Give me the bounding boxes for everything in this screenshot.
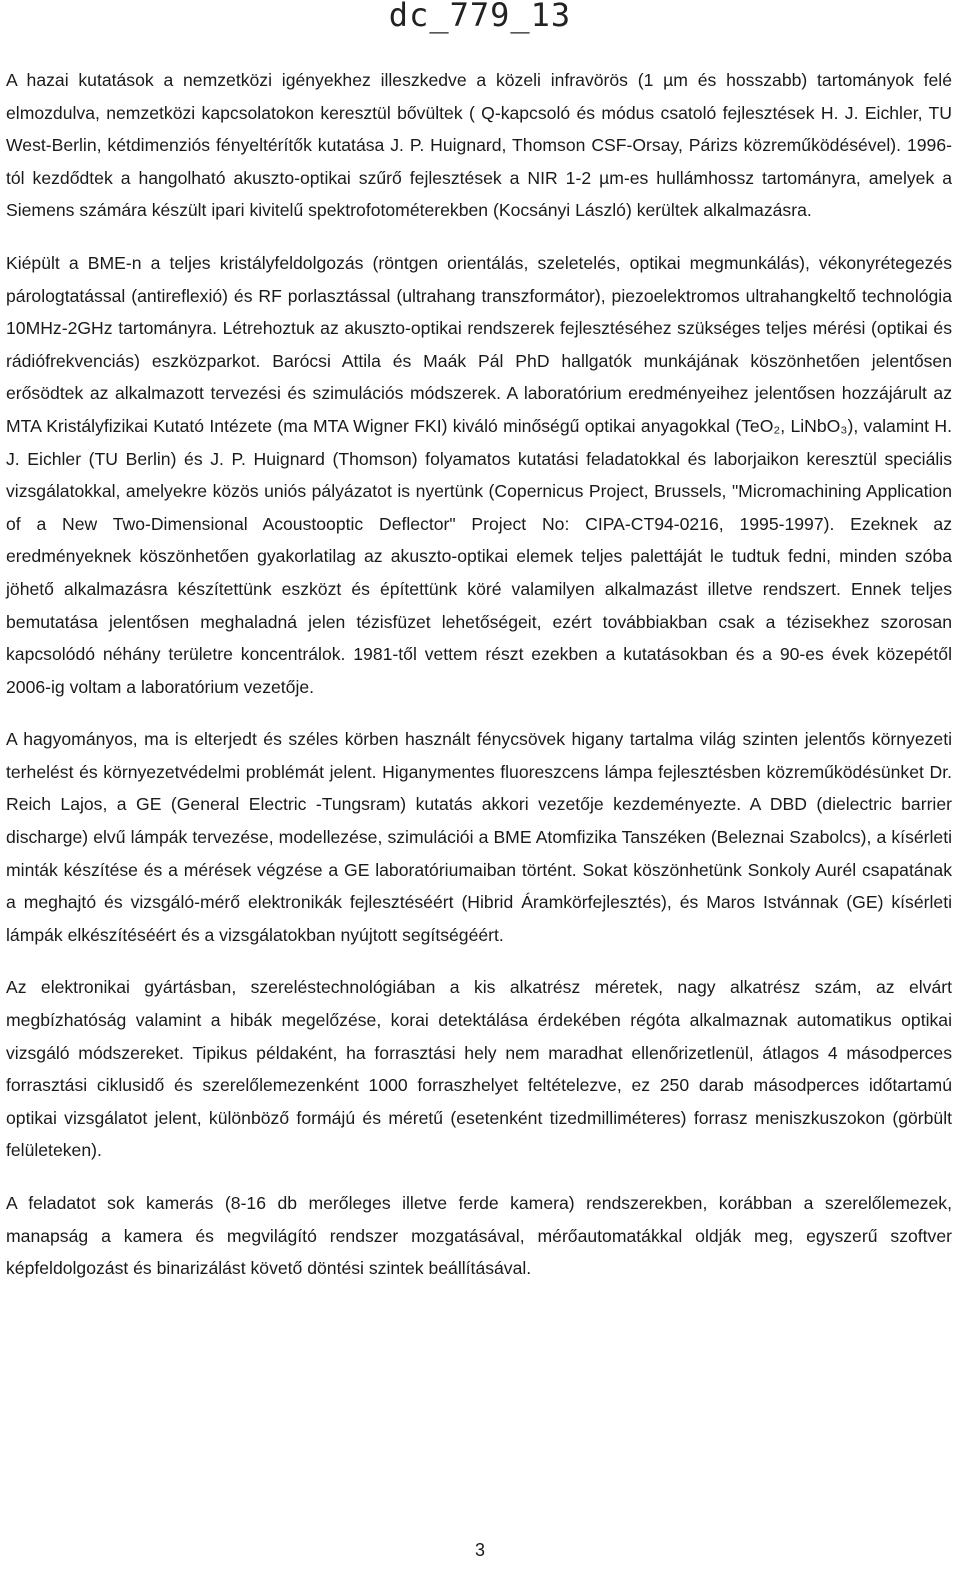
page-number: 3 [474,1540,485,1560]
paragraph-intro-infrared-research: A hazai kutatások a nemzetközi igényekhez illeszkedve a közeli infravörös (1 µm és hosszabb) tartományok felé elmozdulva, nemzetközi kapcsolatokon keresztül bővültek ( Q-kapcsoló és módus csatoló fejlesztések H. J. Eichler, TU West-Berlin, kétdimenziós fényeltérítők kutatása J. P. Huignard, Thomson CSF-Orsay, Párizs közreműködésével). 1996-tól kezdődtek a hangolható akuszto-optikai szűrő fejlesztések a NIR 1-2 µm-es hullámhossz tartományra, amelyek a Siemens számára készült ipari kivitelű spektrofotométerekben (Kocsányi László) kerültek alkalmazásra. [6,70,952,221]
document-body [6,64,952,1285]
document-id-header: dc_779_13 [388,0,572,34]
paragraph-mercury-free-lamp: A hagyományos, ma is elterjedt és széles körben használt fénycsövek higany tartalma világ szinten jelentős környezeti terhelést és környezetvédelmi problémát jelent. Higanymentes fluoreszcens lámpa fejlesztésben közreműködésünket Dr. Reich Lajos, a GE (General Electric -Tungsram) kutatás akkori vezetője kezdeményezte. A DBD (dielectric barrier discharge) elvű lámpák tervezése, modellezése, szimulációi a BME Atomfizika Tanszéken (Beleznai Szabolcs), a kísérleti minták készítése és a mérések végzése a GE laboratóriumaiban történt. Sokat köszönhetünk Sonkoly Aurél csapatának a meghajtó és vizsgáló-mérő elektronikák fejlesztéséért (Hibrid Áramkörfejlesztés), és Maros Istvánnak (GE) kísérleti lámpák elkészítéséért és a vizsgálatokban nyújtott segítségéért. [6,729,952,945]
paragraph-optical-inspection: Az elektronikai gyártásban, szereléstechnológiában a kis alkatrész méretek, nagy alkatrész szám, az elvárt megbízhatóság valamint a hibák megelőzése, korai detektálása érdekében régóta alkalmaznak automatikus optikai vizsgáló módszereket. Tipikus példaként, ha forrasztási hely nem maradhat ellenőrizetlenül, átlagos 4 másodperces forrasztási ciklusidő és szerelőlemezenként 1000 forraszhelyet feltételezve, ez 250 darab másodperces időtartamú optikai vizsgálatot jelent, különböző formájú és méretű (esetenként tizedmilliméteres) forrasz meniszkuszokon (görbült felületeken). [6,977,952,1161]
paragraph-camera-systems: A feladatot sok kamerás (8-16 db merőleges illetve ferde kamera) rendszerekben, korábban a szerelőlemezek, manapság a kamera és megvilágító rendszer mozgatásával, mérőautomatákkal oldják meg, egyszerű szoftver képfeldolgozást és binarizálást követő döntési szintek beállításával. [6,1193,952,1279]
paragraph-bme-crystal-processing: Kiépült a BME-n a teljes kristályfeldolgozás (röntgen orientálás, szeletelés, optikai megmunkálás), vékonyrétegezés párologtatással (antireflexió) és RF porlasztással (ultrahang transzformátor), piezoelektromos ultrahangkeltő technológia 10MHz-2GHz tartományra. Létrehoztuk az akuszto-optikai rendszerek fejlesztéséhez szükséges teljes mérési (optikai és rádiófrekvenciás) eszközparkot. Barócsi Attila és Maák Pál PhD hallgatók munkájának köszönhetően jelentősen erősödtek az alkalmazott tervezési és szimulációs módszerek. A laboratórium eredményeihez jelentősen hozzájárult az MTA Kristályfizikai Kutató Intézete (ma MTA Wigner FKI) kiváló minőségű optikai anyagokkal (TeO₂, LiNbO₃), valamint H. J. Eichler (TU Berlin) és J. P. Huignard (Thomson) folyamatos kutatási feladatokkal és laborjaikon keresztül speciális vizsgálatokkal, amelyekre közös uniós pályázatot is nyertünk (Copernicus Project, Brussels, "Micromachining Application of a New Two-Dimensional Acoustooptic Deflector" Project No: CIPA-CT94-0216, 1995-1997). Ezeknek az eredményeknek köszönhetően gyakorlatilag az akuszto-optikai elemek teljes palettáját le tudtuk fedni, minden szóba jöhető alkalmazásra készítettünk eszközt és építettünk köré valamilyen alkalmazást illetve rendszert. Ennek teljes bemutatása jelentősen meghaladná jelen tézisfüzet lehetőségeit, ezért továbbiakban csak a tézisekhez szorosan kapcsolódó néhány területre koncentrálok. 1981-től vettem részt ezekben a kutatásokban és a 90-es évek közepétől 2006-ig voltam a laboratórium vezetője. [6,252,952,697]
